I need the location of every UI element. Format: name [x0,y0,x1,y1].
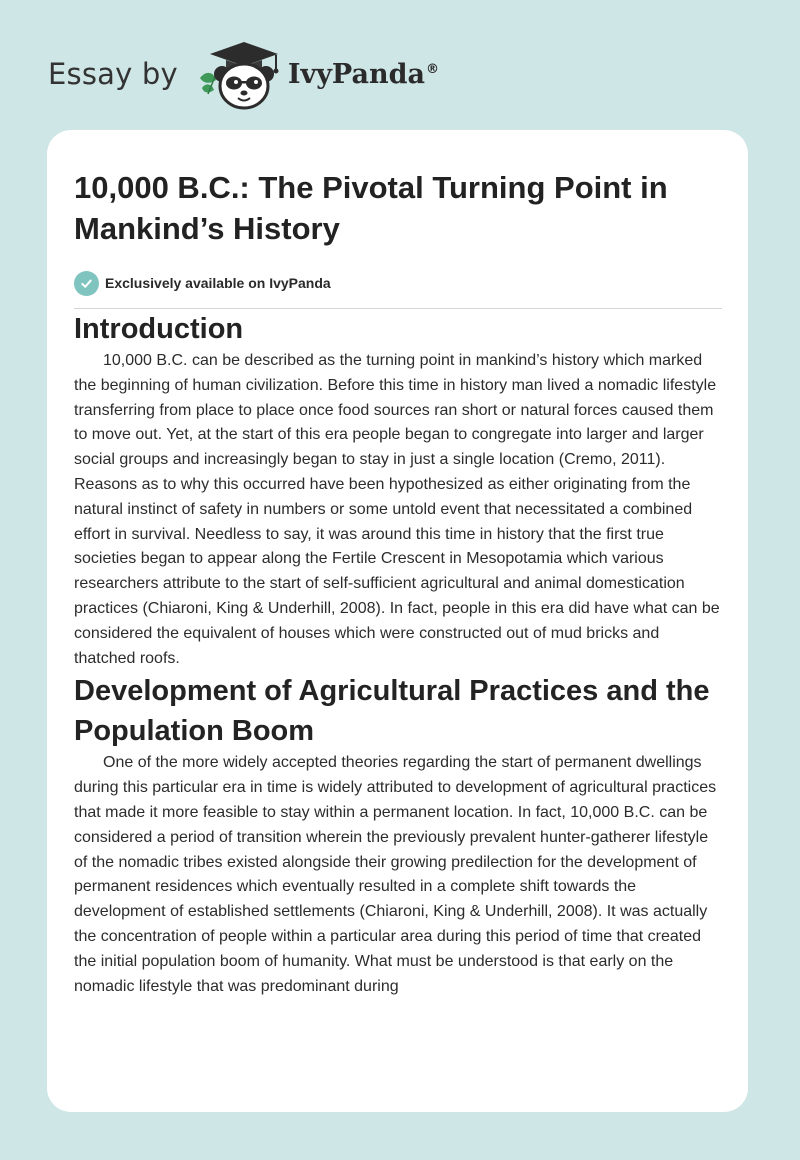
panda-logo-icon [192,36,284,112]
essay-content [74,130,722,999]
section-heading-agricultural-practices: Development of Agricultural Practices and the Population Boom [74,675,710,748]
brand-header [48,36,439,112]
essay-title: 10,000 B.C.: The Pivotal Turning Point in Mankind’s History [74,170,668,246]
brand-name-text: IvyPanda [287,58,425,90]
exclusive-badge [74,270,722,296]
section-heading-introduction: Introduction [74,313,244,345]
registered-mark: ® [425,61,439,77]
check-circle-icon [74,271,99,296]
section-body-introduction: 10,000 B.C. can be described as the turning point in mankind’s history which marked the beginning of human civilization. Before this time in history man lived a nomadic lifestyle transferring from place to place once food sources ran short or natural forces caused them to move out. Yet, at the start of this era people began to congregate into larger and larger social groups and increasingly began to stay in just a single location (Cremo, 2011). Reasons as to why this occurred have been hypothesized as either originating from the natural instinct of safety in numbers or some untold event that necessitated a combined effort in survival. Needless to say, it was around this time in history that the first true societies began to appear along the Fertile Crescent in Mesopotamia which various researchers attribute to the start of self-sufficient agricultural and animal domestication practices (Chiaroni, King & Underhill, 2008). In fact, people in this era did have what can be considered the equivalent of houses which were constructed out of mud bricks and thatched roofs. [74,352,720,667]
section-body-agricultural-practices: One of the more widely accepted theories regarding the start of permanent dwellings during this particular era in time is widely attributed to development of agricultural practices that made it more feasible to stay within a permanent location. In fact, 10,000 B.C. can be considered a period of transition wherein the previously prevalent hunter-gatherer lifestyle of the nomadic tribes existed alongside their growing predilection for the development of permanent residences which eventually resulted in a complete shift towards the development of established settlements (Chiaroni, King & Underhill, 2008). It was actually the concentration of people within a particular area during this period of time that created the initial population boom of humanity. What must be understood is that early on the nomadic lifestyle that was predominant during [74,754,717,995]
exclusive-badge-text: Exclusively available on IvyPanda [105,275,331,291]
brand-name [288,59,439,90]
brand-prefix: Essay by [48,57,178,91]
essay-card [47,130,748,1112]
